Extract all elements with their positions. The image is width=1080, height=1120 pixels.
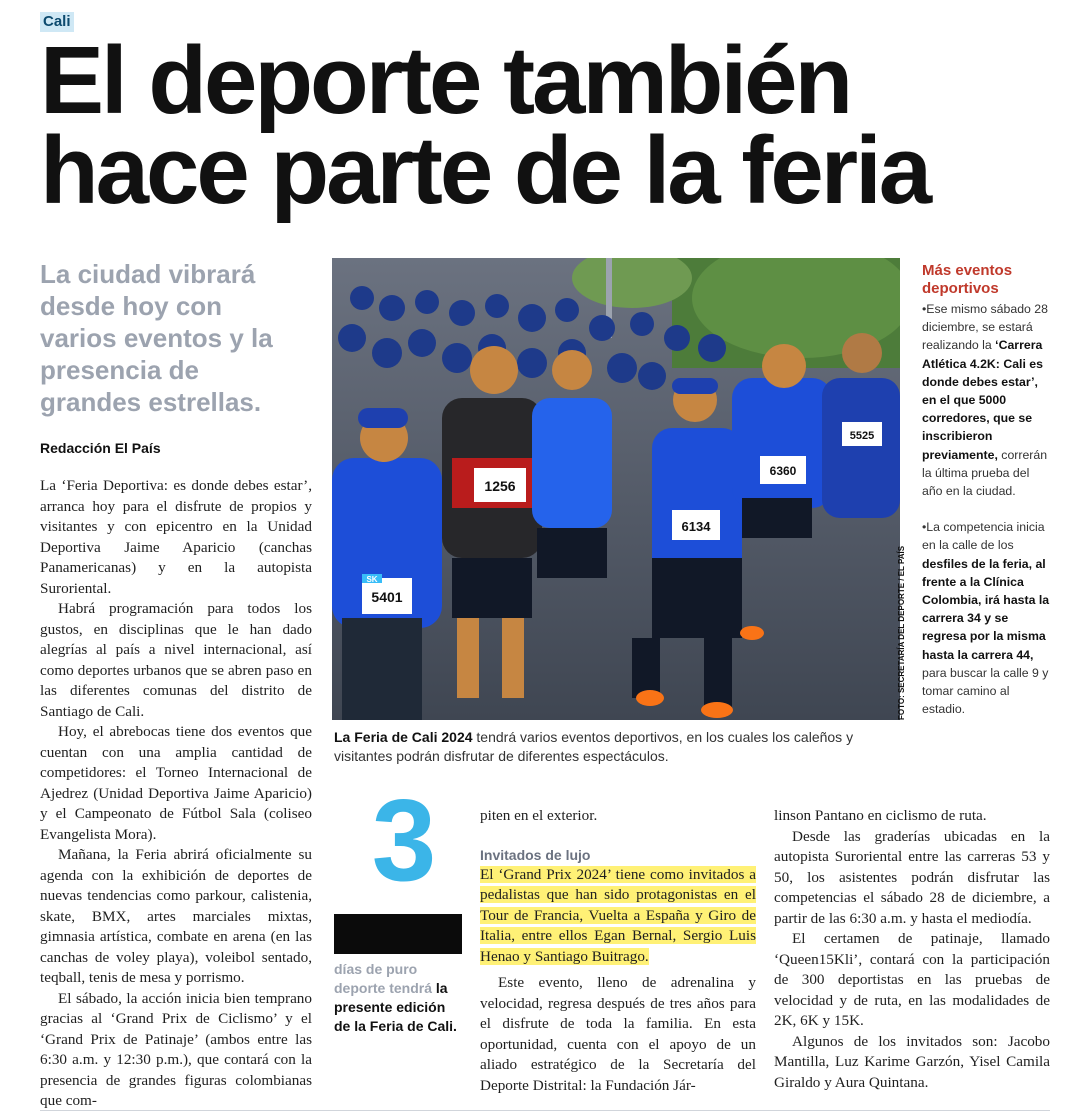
highlight: El ‘Grand Prix 2024’ tiene como invitados a pedalistas que han sido protagonistas en el Tour de Francia, Vuelta a España y Giro de Italia, entre ellos Egan Bernal, Sergio Luis Henao y Santiago Buitrago. [480,865,756,965]
highlighted-paragraph [480,865,756,968]
sidebar-text: •La competencia inicia en la calle de los [922,520,1045,553]
article-column-3 [480,806,756,1096]
bib-number: 1256 [484,478,516,494]
caption-lead: La Feria de Cali 2024 [334,729,473,745]
stat-caption-bold: la presente edición de la Feria de Cali. [334,980,457,1034]
sidebar-bullet-2 [922,518,1050,718]
redacted-bar [334,914,462,954]
paragraph: El certamen de patinaje, llamado ‘Queen15Kli’, contará con la participación de 300 deportistas en las pruebas de velocidad y de ruta, en las modalidades de 2K, 6K y 15K. [774,930,1050,1029]
stat-caption-muted: días de puro deporte tendrá [334,961,433,996]
stat-number: 3 [371,775,437,905]
sidebar-title: Más eventos deportivos [922,262,1013,297]
paragraph: Hoy, el abrebocas tiene dos eventos que cuentan con una amplia cantidad de competidores: el Torneo Internacional de Ajedrez (Unidad Deportiva Jaime Aparicio) y el Campeonato de Fútbol Sala (coliseo Evangelista Mora). [40,723,312,843]
photo-caption [334,728,900,766]
paragraph: linson Pantano en ciclismo de ruta. [774,807,987,824]
bib-number: 6360 [769,464,797,478]
paragraph: Mañana, la Feria abrirá oficialmente su agenda con la exhibición de deportes de nuevas tendencias como parkour, calistenia, skate, BMX, artes marciales mixtas, gimnasia artística, combate en arena (en las canchas de voley playa), voleibol sentado, teqball, tenis de mesa y porrismo. [40,846,312,986]
headline-line-1: El deporte también [40,27,851,134]
paragraph: Habrá programación para todos los gustos, en disciplinas que le han dado alegrías al país a nivel internacional, así como deportes urbanos que se abren paso en las diferentes comunas del distrito de Santiago de Cali. [40,600,312,720]
bib-number: 6134 [681,519,711,534]
byline: Redacción El País [40,440,161,456]
article-column-4 [774,806,1050,1093]
photo-credit: FOTO: SECRETARÍA DEL DEPORTE / EL PAÍS [897,545,906,720]
section-tag: Cali [40,12,74,32]
stat-caption [334,960,462,1036]
article-column-1 [40,476,312,1112]
sidebar-text: •Ese mismo sábado 28 diciembre, se estará realizando la [922,302,1048,353]
paragraph: Desde las graderías ubicadas en la autopista Suroriental entre las carreras 53 y 50, los asistentes podrán disfrutar las competencias el sábado 28 de diciembre, a partir de las 6:30 a.m. y hasta el mediodía. [774,827,1050,927]
sidebar-text: correrán la última prueba del año en la ciudad. [922,447,1048,499]
sidebar-bullet-1 [922,300,1050,500]
sidebar-text: para buscar la calle 9 y tomar camino al estadio. [922,665,1049,717]
paragraph: piten en el exterior. [480,807,598,824]
bottom-rule [40,1110,1050,1111]
paragraph: Algunos de los invitados son: Jacobo Mantilla, Luz Karime Garzón, Yisel Camila Giraldo y Aura Quintana. [774,1032,1050,1091]
sidebar-bold: desfiles de la feria, al frente a la Clínica Colombia, irá hasta la carrera 34 y se regresa por la misma hasta la carrera 44, [922,556,1050,662]
runners-photo-illustration [332,258,900,720]
deck-subtitle: La ciudad vibrará desde hoy con varios eventos y la presencia de grandes estrellas. [40,259,273,417]
caption-text: tendrá varios eventos deportivos, en los cuales los caleños y visitantes podrán disfrutar de diferentes espectáculos. [334,729,854,764]
sidebar-box [922,262,1050,718]
bib-number: 5525 [849,430,875,442]
subheading: Invitados de lujo [480,846,591,863]
sidebar-bold: ‘Carrera Atlética 4.2K: Cali es donde debes estar’, en el que 5000 corredores, que se inscribieron previamente, [922,338,1043,462]
headline [40,27,1070,224]
paragraph: La ‘Feria Deportiva: es donde debes estar’, arranca hoy para el disfrute de propios y visitantes y con epicentro en la Unidad Deportiva Jaime Aparicio (canchas Panamericanas) y en la autopista Suroriental. [40,477,312,597]
headline-line-2: hace parte de la feria [40,117,930,224]
paragraph: El sábado, la acción inicia bien temprano gracias al ‘Grand Prix de Ciclismo’ y el ‘Grand Prix de Patinaje’ (ambos entre las 6:30 a.m. y 12:30 p.m.), que contará con la presencia de grandes figuras colombianas que com- [40,989,312,1109]
paragraph: Este evento, lleno de adrenalina y velocidad, regresa después de tres años para el disfrute de toda la familia. En esta oportunidad, cuenta con el apoyo de un aliado estratégico de la Secretaría del Deporte Distrital: la Fundación Jár- [480,974,756,1094]
bib-sign-text: SK [366,575,378,584]
runners-photo [332,258,900,720]
bib-number: 5401 [371,589,403,605]
